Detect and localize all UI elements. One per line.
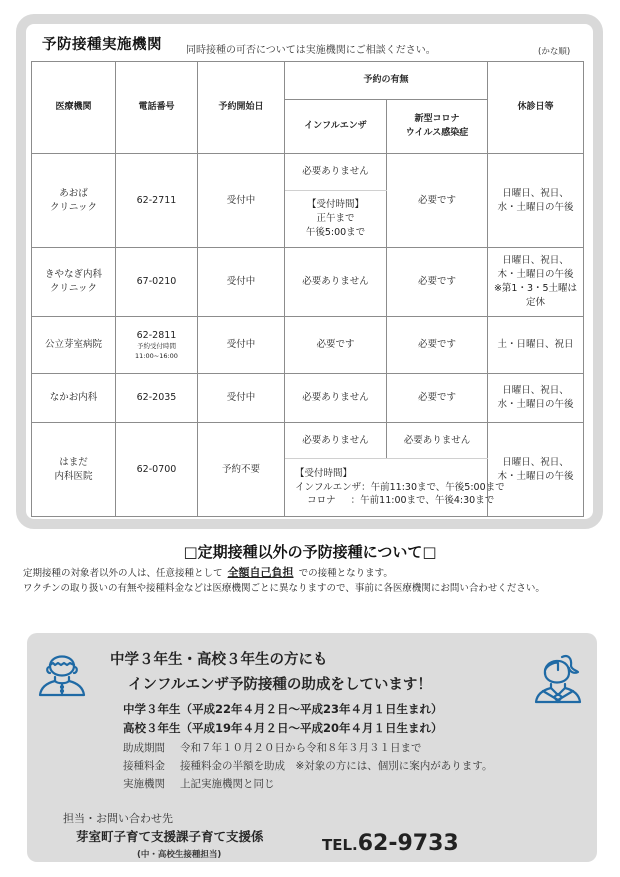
clinic-name-line: クリニック [50,201,97,213]
covid-reservation: 必要です [387,248,488,317]
header-closed: 休診日等 [488,62,584,154]
table-row [32,154,584,191]
target-grade-junior: 中学３年生（平成22年４月２日～平成23年４月１日生まれ） [123,702,443,716]
phone-number: 62-2711 [116,154,198,248]
covid-reservation: 必要です [387,317,488,374]
contact-org: 芽室町子育て支援課子育て支援係 [76,829,264,844]
start-status: 受付中 [198,374,285,423]
body-line: ワクチンの取り扱いの有無や接種料金などは医療機関ごとに異なりますので、事前に各医療機関にお問い合わせください。 [23,583,545,594]
covid-reservation: 必要ありません [387,423,488,459]
start-status: 受付中 [198,248,285,317]
clinic-name-line: 内科医院 [54,470,93,482]
closed-days [488,423,584,517]
detail-key: 助成期間 [123,742,165,754]
clinic-name: なかお内科 [32,374,116,423]
body-text: での接種となります。 [298,568,393,579]
order-note: (かな順) [538,47,571,57]
hours-line: インフルエンザ：午前11:30まで、午後5:00まで [295,481,505,493]
table-row [32,317,584,374]
header-phone: 電話番号 [116,62,198,154]
closed-line: 木・土曜日の午後 [497,269,574,281]
influenza-reservation: 必要ありません [285,248,387,317]
header-covid [387,100,488,154]
voluntary-vaccination-title: □定期接種以外の予防接種について□ [183,543,437,561]
detail-period [123,740,422,755]
closed-line: 水・土曜日の午後 [497,399,574,410]
influenza-reservation: 必要ありません [285,154,387,191]
boy-student-icon [37,645,87,697]
target-grade-senior: 高校３年生（平成19年４月２日～平成20年４月１日生まれ） [123,721,443,735]
phone-number: 62-2035 [116,374,198,423]
header-start: 予約開始日 [198,62,285,154]
hours-title: 【受付時間】 [295,467,353,479]
clinic-name [32,248,116,317]
table-row [32,248,584,317]
start-status: 受付中 [198,317,285,374]
clinic-name-line: クリニック [50,283,97,294]
hours-title: 【受付時間】 [306,199,364,211]
closed-line: 定休 [526,296,546,308]
clinic-name: 公立芽室病院 [32,317,116,374]
phone-number: 62-0700 [116,423,198,517]
phone-value: 62-2811 [136,329,177,341]
section-note: 同時接種の可否については実施機関にご相談ください。 [186,45,436,56]
detail-value: 上記実施機関と同じ [180,778,275,790]
phone-number [116,317,198,374]
closed-line: 日曜日、祝日、 [502,255,569,267]
header-covid-line2: ウイルス感染症 [405,127,469,138]
closed-line: 水・土曜日の午後 [497,201,574,213]
phone-note: 予約受付時間 [137,342,176,351]
closed-days [488,374,584,423]
detail-value: 令和７年１０月２０日から令和８年３月３１日まで [180,742,422,754]
influenza-reservation: 必要ありません [285,374,387,423]
detail-fee [123,758,492,773]
table-row [32,374,584,423]
clinic-table [31,61,584,517]
detail-institution [123,776,275,791]
tel-number[interactable]: 62-9733 [357,831,459,856]
reception-hours [285,459,505,517]
detail-key: 実施機関 [123,778,165,790]
contact-sub: (中・高校生接種担当) [137,850,222,860]
closed-days [488,248,584,317]
table-row [32,423,584,459]
body-text: 定期接種の対象者以外の人は、任意接種として [23,568,223,579]
covid-reservation: 必要です [387,154,488,248]
phone-number: 67-0210 [116,248,198,317]
clinic-name [32,154,116,248]
clinic-name-line: あおば [59,187,88,199]
closed-days [488,154,584,248]
clinic-name [32,423,116,517]
header-reservation-group: 予約の有無 [285,62,488,100]
clinic-name-line: はまだ [59,456,88,468]
body-line [23,565,603,581]
voluntary-vaccination-body [23,565,603,596]
closed-line: 木・土曜日の午後 [497,470,574,482]
influenza-reservation: 必要ありません [285,423,387,459]
influenza-reservation: 必要です [285,317,387,374]
hours-line: 午後5:00まで [305,226,366,238]
start-status: 受付中 [198,154,285,248]
clinic-name-line: きやなぎ内科 [44,269,102,281]
promo-headline-2: インフルエンザ予防接種の助成をしています！ [128,677,432,693]
section-title: 予防接種実施機関 [42,37,162,53]
girl-student-icon [532,650,584,704]
closed-line: 日曜日、祝日、 [502,456,569,468]
header-influenza: インフルエンザ [285,100,387,154]
covid-reservation: 必要です [387,374,488,423]
closed-line: 日曜日、祝日、 [502,187,569,199]
closed-days: 土・日曜日、祝日 [488,317,584,374]
header-covid-line1: 新型コロナ [414,114,460,125]
contact-phone[interactable] [322,831,459,856]
closed-line: 日曜日、祝日、 [502,385,569,397]
emphasis-text: 全額自己負担 [227,566,294,579]
hours-line: 正午まで [316,213,355,225]
detail-key: 接種料金 [123,760,165,772]
promo-headline-1: 中学３年生・高校３年生の方にも [110,652,328,668]
phone-note: 11:00~16:00 [135,351,178,360]
detail-value: 接種料金の半額を助成 ※対象の方には、個別に案内があります。 [180,760,493,772]
contact-label: 担当・お問い合わせ先 [63,812,173,825]
closed-line: ※第1・3・5土曜は [493,283,578,294]
header-clinic: 医療機関 [32,62,116,154]
start-status: 予約不要 [198,423,285,517]
tel-prefix: TEL. [322,836,358,854]
influenza-hours [285,191,387,248]
hours-line: コロナ ：午前11:00まで、午後4:30まで [295,495,495,507]
table-header-row [32,62,584,100]
